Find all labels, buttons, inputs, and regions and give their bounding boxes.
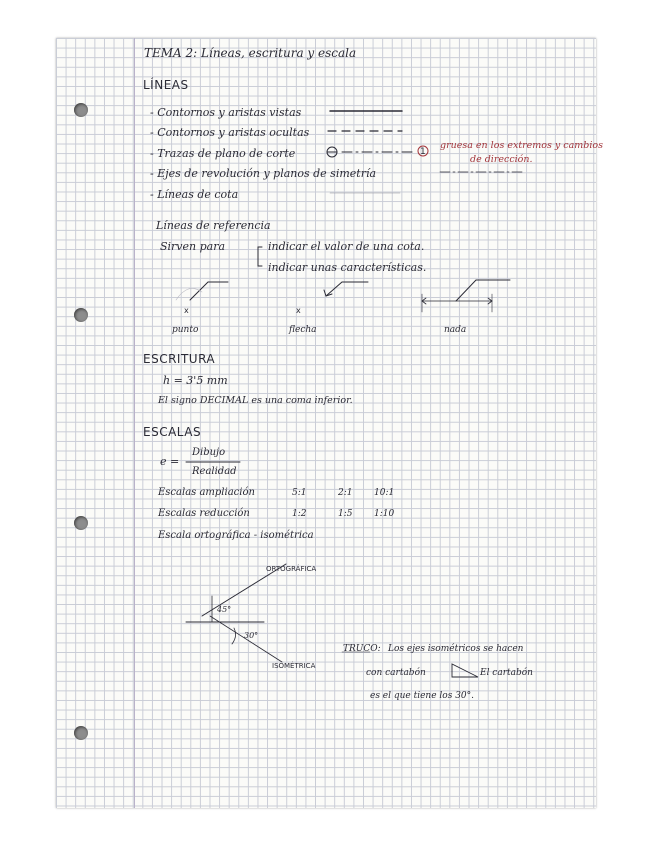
section-heading-lineas: LÍNEAS bbox=[143, 78, 189, 92]
line-type-item: - Ejes de revolución y planos de simetría bbox=[150, 167, 377, 180]
referencia-use: indicar unas características. bbox=[268, 261, 427, 274]
reduccion-value: 1:10 bbox=[374, 509, 395, 519]
decimal-note: El signo DECIMAL es una coma inferior. bbox=[158, 395, 353, 406]
ending-label: flecha bbox=[289, 325, 317, 335]
reference-line-nada bbox=[456, 280, 510, 301]
sirven-para: Sirven para bbox=[160, 240, 226, 253]
letter-height: h = 3'5 mm bbox=[163, 374, 228, 387]
ending-label: nada bbox=[444, 325, 467, 335]
page-title: TEMA 2: Líneas, escritura y escala bbox=[144, 46, 357, 60]
ending-label: punto bbox=[172, 325, 199, 335]
diagram-ortografica-label: ORTOGRÁFICA bbox=[266, 565, 317, 573]
line-type-item: - Líneas de cota bbox=[150, 188, 239, 201]
referencia-label: Líneas de referencia bbox=[156, 219, 271, 232]
reduccion-label: Escalas reducción bbox=[158, 508, 250, 519]
ampliacion-value: 10:1 bbox=[374, 488, 395, 498]
corte-note-line1: gruesa en los extremos y cambios bbox=[440, 140, 604, 151]
truco-line3: es el que tiene los 30°. bbox=[370, 691, 475, 701]
diagram-isometrica-label: ISOMÉTRICA bbox=[272, 662, 316, 670]
corte-marker-circle bbox=[418, 146, 428, 156]
truco-line1: Los ejes isométricos se hacen bbox=[388, 644, 524, 654]
truco-line2b: El cartabón bbox=[480, 668, 533, 678]
ampliacion-value: 5:1 bbox=[292, 488, 307, 498]
arrow-head bbox=[324, 290, 332, 296]
section-heading-escalas: ESCALAS bbox=[143, 425, 202, 439]
scale-numerator: Dibujo bbox=[192, 447, 226, 458]
ampliacion-value: 2:1 bbox=[338, 488, 353, 498]
truco-label: TRUCO: bbox=[343, 644, 381, 654]
angle-45: 45° bbox=[217, 605, 232, 614]
reduccion-value: 1:2 bbox=[292, 509, 307, 519]
scale-denominator: Realidad bbox=[192, 466, 237, 477]
referencia-use: indicar el valor de una cota. bbox=[268, 240, 425, 253]
cartabon-triangle bbox=[452, 664, 478, 677]
reduccion-value: 1:5 bbox=[338, 509, 353, 519]
bracket bbox=[258, 247, 262, 266]
point-mark: x bbox=[184, 306, 189, 315]
truco-line2a: con cartabón bbox=[366, 668, 426, 678]
reference-line-punto bbox=[190, 282, 228, 300]
angle-30: 30° bbox=[244, 631, 259, 640]
line-type-item: - Contornos y aristas vistas bbox=[150, 106, 302, 119]
line-type-item: - Contornos y aristas ocultas bbox=[150, 126, 310, 139]
scale-e: e = bbox=[160, 455, 180, 468]
isometrica-axis bbox=[210, 616, 282, 662]
ampliacion-label: Escalas ampliación bbox=[158, 487, 255, 498]
ortografica-axis bbox=[202, 564, 286, 616]
point-mark: x bbox=[296, 306, 301, 315]
punto-arc bbox=[176, 288, 202, 300]
corte-marker: 1 bbox=[420, 147, 426, 157]
corte-note-line2: de dirección. bbox=[470, 154, 533, 165]
section-heading-escritura: ESCRITURA bbox=[143, 352, 216, 366]
ortografica-label: Escala ortográfica - isométrica bbox=[158, 530, 314, 541]
line-type-item: - Trazas de plano de corte bbox=[150, 147, 296, 160]
